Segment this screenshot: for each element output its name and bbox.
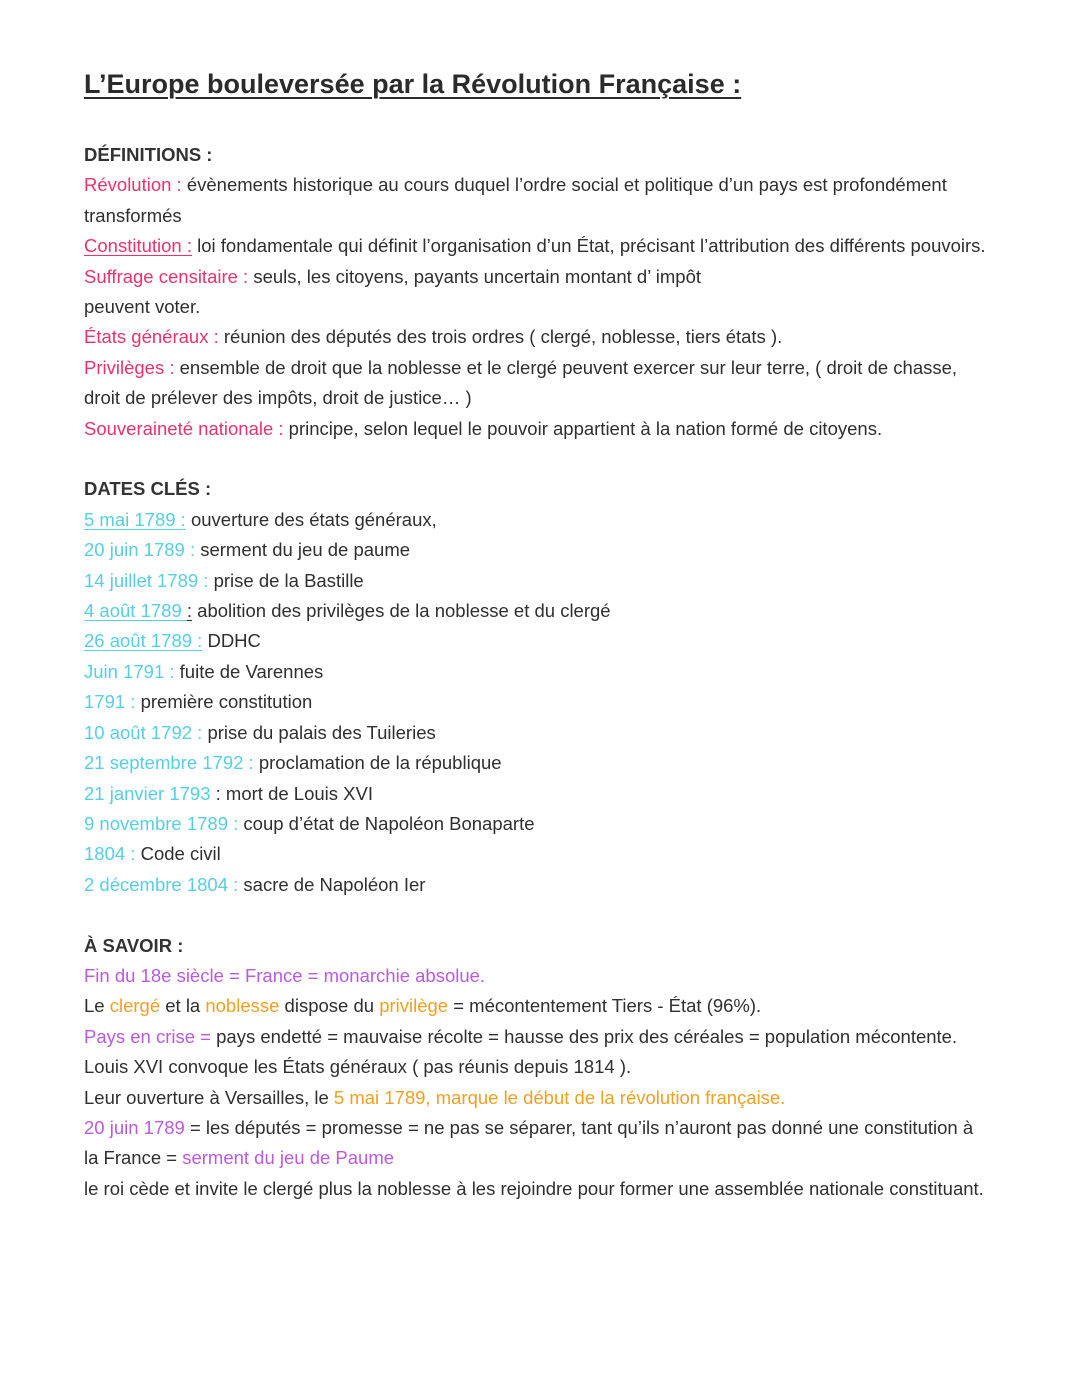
highlight-pays-en-crise: Pays en crise = [84, 1025, 211, 1047]
highlight-clerge: clergé [109, 995, 161, 1017]
definition-text: ensemble de droit que la noblesse et le clergé peuvent exercer sur leur terre, ( droit de chasse, droit de prélever des impôts, droit de justice… ) [84, 356, 958, 409]
definition-term: Révolution : [84, 174, 182, 196]
section-gap [84, 900, 990, 930]
date-event: première constitution [135, 691, 313, 713]
dates-section [84, 474, 990, 900]
date-item [84, 809, 990, 839]
date-item [84, 839, 990, 869]
savoir-line [84, 1022, 990, 1052]
definition-item [84, 322, 990, 352]
definition-term: États généraux : [84, 326, 219, 348]
date-event: fuite de Varennes [174, 660, 324, 682]
date-event: serment du jeu de paume [195, 539, 411, 561]
date-event: Code civil [135, 843, 221, 865]
savoir-line: Louis XVI convoque les États généraux ( pas réunis depuis 1814 ). [84, 1056, 632, 1078]
definition-item [84, 353, 990, 414]
savoir-line: le roi cède et invite le clergé plus la noblesse à les rejoindre pour former une assemblée nationale constituant. [84, 1177, 984, 1199]
date-event: : mort de Louis XVI [210, 782, 373, 804]
savoir-heading: À SAVOIR : [84, 934, 184, 956]
savoir-line [84, 991, 990, 1021]
highlight-noblesse: noblesse [205, 995, 280, 1017]
savoir-section [84, 931, 990, 1205]
definition-item [84, 262, 990, 323]
date-item [84, 596, 990, 626]
definition-text-continued: peuvent voter. [84, 296, 201, 318]
date-label: 20 juin 1789 : [84, 539, 196, 561]
date-event: proclamation de la république [253, 752, 502, 774]
date-label: 1791 : [84, 691, 136, 713]
text-fragment: = mécontentement Tiers - État (96%). [448, 995, 762, 1017]
date-item [84, 657, 990, 687]
date-item [84, 718, 990, 748]
definition-item [84, 170, 990, 231]
definition-item [84, 231, 990, 261]
definition-term: Suffrage censitaire : [84, 265, 249, 287]
section-gap [84, 444, 990, 474]
date-label: 2 décembre 1804 : [84, 873, 239, 895]
dates-heading: DATES CLÉS : [84, 478, 212, 500]
date-item [84, 505, 990, 535]
definitions-heading: DÉFINITIONS : [84, 144, 213, 165]
date-item [84, 535, 990, 565]
date-label: 5 mai 1789 : [84, 508, 186, 530]
date-item [84, 870, 990, 900]
date-event: abolition des privilèges de la noblesse et du clergé [192, 600, 611, 622]
highlight-20-juin: 20 juin 1789 [84, 1116, 185, 1138]
date-event: coup d’état de Napoléon Bonaparte [238, 812, 535, 834]
date-item [84, 687, 990, 717]
definition-term: Privilèges : [84, 356, 175, 378]
definition-item [84, 414, 990, 444]
date-event: ouverture des états généraux, [185, 508, 437, 530]
page-title: L’Europe bouleversée par la Révolution Française : [84, 69, 742, 99]
definition-text: seuls, les citoyens, payants uncertain montant d’ impôt [248, 265, 702, 287]
definition-text: loi fondamentale qui définit l’organisation d’un État, précisant l’attribution des différents pouvoirs. [191, 235, 986, 257]
date-label: 14 juillet 1789 : [84, 569, 209, 591]
highlight-debut-revolution: 5 mai 1789, marque le début de la révolution française. [333, 1086, 786, 1108]
definition-term: Souveraineté nationale : [84, 417, 284, 439]
date-item [84, 779, 990, 809]
date-label: 26 août 1789 : [84, 630, 203, 652]
definition-text: évènements historique au cours duquel l’ordre social et politique d’un pays est profondément transformés [84, 174, 947, 226]
definition-text: principe, selon lequel le pouvoir appartient à la nation formé de citoyens. [283, 417, 883, 439]
date-label: 1804 : [84, 843, 136, 865]
text-fragment: dispose du [279, 995, 380, 1017]
date-item [84, 626, 990, 656]
date-event: prise de la Bastille [208, 569, 364, 591]
date-label: 9 novembre 1789 : [84, 812, 239, 834]
text-fragment: pays endetté = mauvaise récolte = hausse des prix des céréales = population mécontente. [211, 1025, 958, 1047]
date-event: prise du palais des Tuileries [202, 721, 436, 743]
date-event: sacre de Napoléon Ier [238, 873, 426, 895]
definitions-section [84, 140, 990, 444]
date-label: 4 août 1789 [84, 600, 187, 622]
savoir-line [84, 1113, 990, 1174]
date-item [84, 748, 990, 778]
date-label: 10 août 1792 : [84, 721, 203, 743]
date-label: 21 septembre 1792 : [84, 752, 254, 774]
text-fragment: Le [84, 995, 110, 1017]
date-label: 21 janvier 1793 [84, 782, 211, 804]
date-label: Juin 1791 : [84, 660, 175, 682]
date-item [84, 566, 990, 596]
date-event: DDHC [202, 630, 261, 652]
definition-term: Constitution : [84, 235, 192, 257]
definition-text: réunion des députés des trois ordres ( clergé, noblesse, tiers états ). [218, 326, 783, 348]
highlight-serment: serment du jeu de Paume [182, 1147, 395, 1169]
highlight-privilege: privilège [379, 995, 449, 1017]
text-fragment: Leur ouverture à Versailles, le [84, 1086, 334, 1108]
savoir-line: Fin du 18e siècle = France = monarchie absolue. [84, 964, 486, 986]
savoir-line [84, 1083, 990, 1113]
date-separator: : [186, 600, 193, 622]
text-fragment: et la [160, 995, 206, 1017]
text-fragment: = les députés = promesse = ne pas se séparer, tant qu’ils n’auront pas donné une constitution à la France = [84, 1116, 974, 1169]
